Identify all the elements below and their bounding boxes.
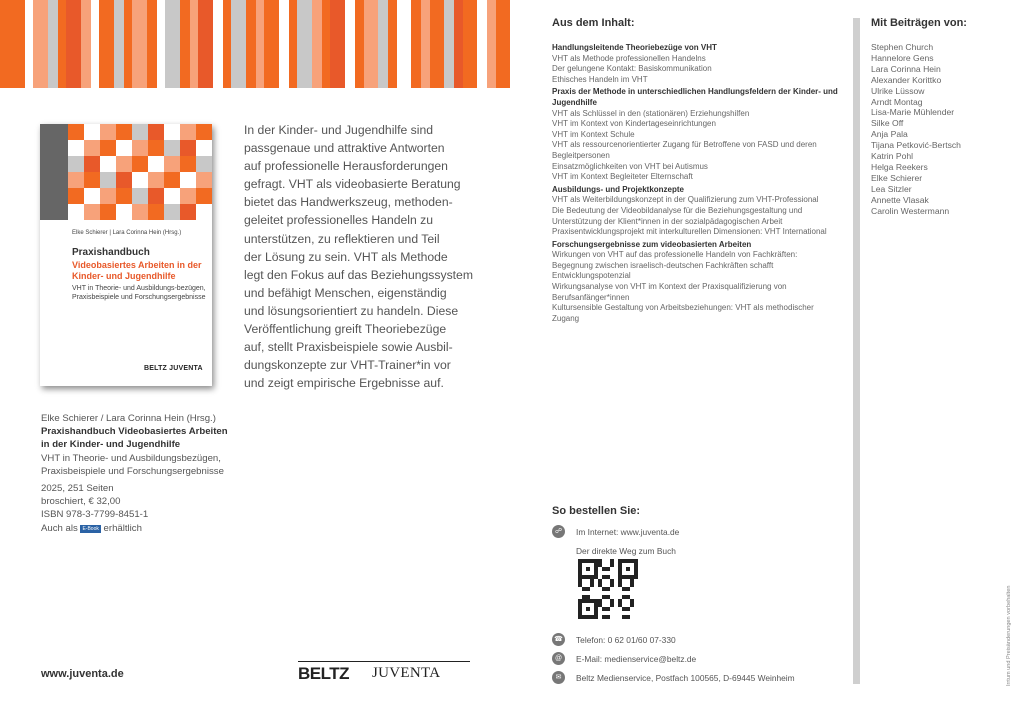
stripe	[231, 0, 245, 88]
stripe	[157, 0, 165, 88]
mosaic-cell	[180, 172, 196, 188]
publisher-logo-juventa: JUVENTA	[372, 665, 441, 681]
mosaic-cell	[116, 204, 132, 220]
order-direct-text: Der direkte Weg zum Buch	[576, 546, 676, 556]
contents-block	[552, 240, 838, 325]
stripe	[330, 0, 344, 88]
stripe	[364, 0, 378, 88]
mosaic-cell	[132, 172, 148, 188]
contributor-name: Hannelore Gens	[871, 52, 934, 63]
mosaic-cell	[180, 140, 196, 156]
stripe	[289, 0, 297, 88]
stripe	[355, 0, 363, 88]
mosaic-cell	[132, 140, 148, 156]
phone-icon: ☎	[552, 633, 565, 646]
stripe	[454, 0, 462, 88]
contributor-name: Helga Reekers	[871, 161, 928, 172]
mosaic-cell	[148, 140, 164, 156]
mosaic-cell	[196, 188, 212, 204]
mosaic-cell	[164, 188, 180, 204]
cover-title: Praxishandbuch	[72, 247, 150, 258]
contents-section-heading: Ausbildungs- und Projektkonzepte	[552, 184, 685, 194]
mosaic-cell	[100, 204, 116, 220]
mosaic-cell	[196, 204, 212, 220]
cover-orange-title: Videobasiertes Arbeiten in der Kinder- und Jugendhilfe	[72, 260, 202, 281]
contents-item: VHT als ressourcenorientierter Zugang für Betroffene von FASD und deren Begleitpersonen	[552, 140, 817, 160]
mosaic-cell	[100, 156, 116, 172]
cover-gray-panel	[40, 124, 68, 220]
book-info	[41, 412, 231, 535]
mosaic-cell	[148, 156, 164, 172]
mosaic-cell	[68, 172, 84, 188]
book-year-pages: 2025, 251 Seiten	[41, 483, 114, 495]
stripe	[388, 0, 396, 88]
stripe	[213, 0, 223, 88]
mosaic-cell	[132, 204, 148, 220]
qr-code[interactable]	[578, 559, 638, 619]
mosaic-cell	[180, 204, 196, 220]
contributor-name: Silke Off	[871, 118, 904, 129]
ebook-badge: E-Book	[82, 525, 99, 532]
mosaic-cell	[164, 156, 180, 172]
stripe	[297, 0, 311, 88]
contents-block	[552, 185, 838, 238]
contributor-name: Tijana Petković-Bertsch	[871, 140, 961, 151]
ebook-suffix: erhältlich	[103, 522, 142, 534]
mosaic-cell	[196, 172, 212, 188]
order-address-text: Beltz Medienservice, Postfach 100565, D-69445 Weinheim	[576, 673, 795, 683]
stripe	[0, 0, 14, 88]
stripe	[190, 0, 198, 88]
contents-item: Einsatzmöglichkeiten von VHT bei Autismus	[552, 161, 708, 171]
contents-item: VHT im Kontext Schule	[552, 129, 635, 139]
contents-item: VHT im Kontext Begleiteter Elternschaft	[552, 172, 693, 182]
stripe	[421, 0, 429, 88]
contents-item: Kultursensible Gestaltung von Arbeitsbeziehungen: VHT als methodischer Zugang	[552, 303, 814, 323]
mosaic-cell	[164, 172, 180, 188]
order-heading: So bestellen Sie:	[552, 505, 641, 517]
contributor-name: Alexander Korittko	[871, 74, 942, 85]
stripe	[165, 0, 179, 88]
contents-item: VHT als Weiterbildungskonzept in der Qualifizierung zum VHT-Professional	[552, 195, 819, 205]
contents-item: VHT im Kontext von Kindertageseinrichtungen	[552, 119, 716, 129]
book-isbn: ISBN 978-3-7799-8451-1	[41, 509, 149, 521]
qr-module	[634, 615, 638, 619]
mosaic-cell	[100, 188, 116, 204]
contents-item: Die Bedeutung der Videobildanalyse für die Beziehungsgestaltung und Unterstützung der Klient*innen in der sozialpädagogischen Arbeit	[552, 205, 803, 226]
contents-block	[552, 43, 838, 85]
book-title: Praxishandbuch Videobasiertes Arbeiten in der Kinder- und Jugendhilfe	[41, 426, 228, 451]
mosaic-cell	[196, 124, 212, 140]
publisher-logo-beltz: BELTZ	[298, 664, 350, 683]
stripe	[477, 0, 487, 88]
mosaic-cell	[100, 172, 116, 188]
mosaic-cell	[196, 156, 212, 172]
contents-item: Praxisentwicklungsprojekt mit interkulturellen Dimensionen: VHT International	[552, 227, 827, 237]
stripe	[147, 0, 157, 88]
contents-block	[552, 87, 838, 182]
stripe	[246, 0, 256, 88]
stripe	[264, 0, 278, 88]
mosaic-cell	[164, 140, 180, 156]
contents-item: Wirkungen von VHT auf das professionelle Handeln von Fachkräften: Begegnung zwischen israelisch-deutschen Fachkräften schafft Entwicklungspotenzial	[552, 250, 798, 281]
at-icon: @	[552, 652, 565, 665]
mosaic-cell	[148, 188, 164, 204]
website-link[interactable]: www.juventa.de	[41, 668, 124, 680]
contents-section-heading: Forschungsergebnisse zum videobasierten Arbeiten	[552, 239, 752, 249]
book-editors: Elke Schierer / Lara Corinna Hein (Hrsg.)	[41, 413, 216, 424]
stripe	[14, 0, 24, 88]
book-price: broschiert, € 32,00	[41, 496, 121, 508]
blurb-text: In der Kinder- und Jugendhilfe sind passgenaue und attraktive Antworten auf professionelle Herausforderungen gefragt. VHT als videobasierte Beratung bietet das Handwerkszeug, methoden- geleitet professionelles Handeln zu unterstützen, zu reflektieren und Teil der Lösung zu sein. VHT als Methode legt den Fokus auf das Beziehungssystem und befähigt Menschen, eigenständig und lösungsorientiert zu handeln. Diese Veröffentlichung greift Theoriebezüge auf, stellt Praxisbeispiele sowie Ausbil- dungskonzepte zur VHT-Trainer*in vor und zeigt empirische Ergebnisse auf.	[244, 123, 473, 391]
contributor-name: Katrin Pohl	[871, 151, 914, 162]
stripe	[66, 0, 80, 88]
stripe	[91, 0, 99, 88]
contents-item: Ethisches Handeln im VHT	[552, 74, 648, 84]
mosaic-cell	[116, 188, 132, 204]
mosaic-cell	[84, 156, 100, 172]
mail-icon: ✉	[552, 671, 565, 684]
contributors-heading: Mit Beiträgen von:	[871, 17, 967, 29]
mosaic-cell	[132, 156, 148, 172]
mosaic-cell	[164, 124, 180, 140]
contents-section-heading: Handlungsleitende Theoriebezüge von VHT	[552, 43, 717, 52]
stripe	[180, 0, 190, 88]
mosaic-cell	[180, 124, 196, 140]
order-internet-text: Im Internet: www.juventa.de	[576, 527, 680, 537]
contributor-name: Ulrike Lüssow	[871, 85, 925, 96]
contents-item: VHT als Methode professionellen Handelns	[552, 53, 706, 63]
stripe	[223, 0, 231, 88]
cover-mosaic	[68, 124, 212, 220]
contributor-name: Annette Vlasak	[871, 194, 929, 205]
stripe	[124, 0, 132, 88]
mosaic-cell	[116, 140, 132, 156]
stripe	[25, 0, 33, 88]
contents-item: VHT als Schlüssel in den (stationären) Erziehungshilfen	[552, 108, 750, 118]
contents-item: Wirkungsanalyse von VHT im Kontext der Praxisqualifizierung von Berufsanfänger*innen	[552, 282, 787, 302]
stripe	[463, 0, 477, 88]
contents-section	[552, 17, 838, 326]
mosaic-cell	[164, 204, 180, 220]
ebook-line	[41, 522, 231, 535]
mosaic-cell	[132, 124, 148, 140]
order-section	[552, 505, 842, 683]
mosaic-cell	[116, 172, 132, 188]
stripe	[58, 0, 66, 88]
contributor-name: Lea Sitzler	[871, 183, 912, 194]
stripe	[114, 0, 124, 88]
mosaic-cell	[84, 172, 100, 188]
contributors-list	[871, 42, 1001, 217]
contents-heading: Aus dem Inhalt:	[552, 17, 635, 29]
mosaic-cell	[180, 188, 196, 204]
stripe	[411, 0, 421, 88]
mosaic-cell	[100, 124, 116, 140]
stripe	[430, 0, 444, 88]
disclaimer: Irrtum und Preisänderungen vorbehalten	[1006, 585, 1012, 686]
contributors-section	[871, 17, 1001, 217]
stripe	[345, 0, 355, 88]
stripe	[33, 0, 47, 88]
mosaic-cell	[84, 188, 100, 204]
stripe	[132, 0, 146, 88]
mosaic-cell	[148, 204, 164, 220]
stripe	[378, 0, 388, 88]
mosaic-cell	[116, 156, 132, 172]
stripe	[496, 0, 510, 88]
mosaic-cell	[68, 124, 84, 140]
mosaic-cell	[84, 124, 100, 140]
stripe	[487, 0, 495, 88]
stripe	[48, 0, 58, 88]
stripe	[397, 0, 411, 88]
contributor-name: Lara Corinna Hein	[871, 63, 941, 74]
stripe	[81, 0, 91, 88]
stripe	[444, 0, 454, 88]
mosaic-cell	[68, 204, 84, 220]
book-cover	[40, 124, 212, 386]
mosaic-cell	[132, 188, 148, 204]
order-phone-text: Telefon: 0 62 01/60 07-330	[576, 635, 676, 645]
stripe	[256, 0, 264, 88]
vertical-divider	[853, 18, 860, 684]
header-stripe-band	[0, 0, 510, 88]
mosaic-cell	[148, 172, 164, 188]
stripe	[312, 0, 322, 88]
stripe	[198, 0, 212, 88]
publisher-logo	[298, 661, 470, 685]
contributor-name: Elke Schierer	[871, 172, 923, 183]
cover-authors: Elke Schierer | Lara Corinna Hein (Hrsg.)	[72, 230, 182, 236]
contributor-name: Lisa-Marie Mühlender	[871, 107, 955, 118]
order-email-text: E-Mail: medienservice@beltz.de	[576, 654, 697, 664]
stripe	[99, 0, 113, 88]
mosaic-cell	[68, 156, 84, 172]
cover-publisher-logo: BELTZ JUVENTA	[144, 365, 203, 372]
contents-item: Der gelungene Kontakt: Basiskommunikation	[552, 64, 712, 74]
contributor-name: Arndt Montag	[871, 96, 923, 107]
contents-section-heading: Praxis der Methode in unterschiedlichen Handlungsfeldern der Kinder- und Jugendhilfe	[552, 87, 838, 107]
mosaic-cell	[68, 140, 84, 156]
stripe	[279, 0, 289, 88]
ebook-prefix: Auch als	[41, 522, 78, 534]
contributor-name: Carolin Westermann	[871, 205, 950, 216]
contents-list	[552, 43, 838, 324]
mosaic-cell	[180, 156, 196, 172]
mosaic-cell	[196, 140, 212, 156]
stripe	[322, 0, 330, 88]
book-subtitle: VHT in Theorie- und Ausbildungsbezügen, Praxisbeispiele und Forschungsergebnisse	[41, 452, 224, 477]
mosaic-cell	[68, 188, 84, 204]
contributor-name: Anja Pala	[871, 129, 908, 140]
cart-icon: ☍	[552, 525, 565, 538]
contributor-name: Stephen Church	[871, 42, 934, 52]
cover-subtitle: VHT in Theorie- und Ausbildungs-bezügen, Praxisbeispiele und Forschungsergebnisse	[72, 285, 206, 301]
mosaic-cell	[116, 124, 132, 140]
mosaic-cell	[84, 140, 100, 156]
mosaic-cell	[148, 124, 164, 140]
mosaic-cell	[100, 140, 116, 156]
mosaic-cell	[84, 204, 100, 220]
